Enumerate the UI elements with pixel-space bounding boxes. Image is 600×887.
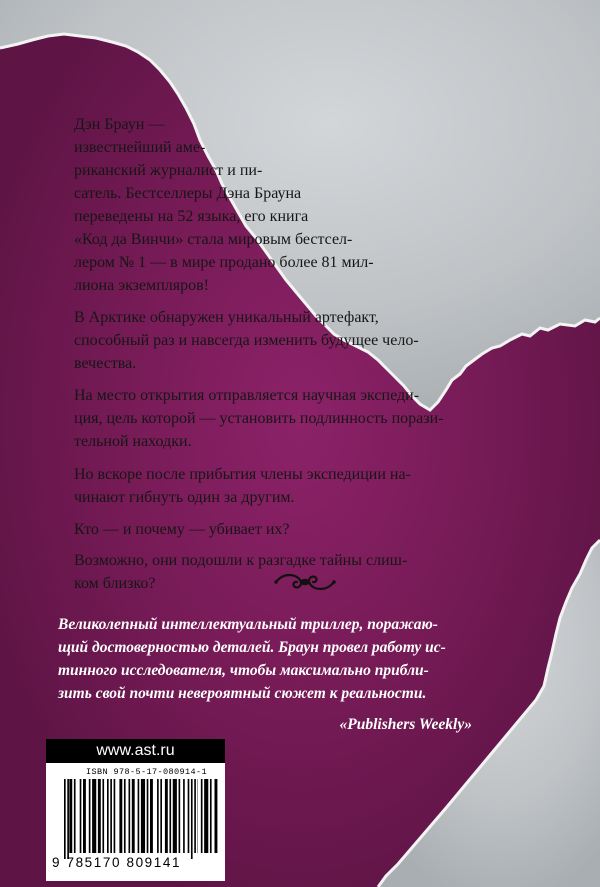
barcode-bar	[119, 779, 122, 853]
review-quote	[58, 613, 558, 705]
barcode-bar	[165, 779, 168, 853]
barcode-bar	[89, 779, 91, 853]
bio-line: лером № 1 — в мире продано более 81 мил-	[74, 254, 374, 271]
barcode-bar	[210, 779, 212, 853]
barcode-bar	[157, 779, 159, 853]
barcode-bar	[129, 779, 131, 853]
barcode-bar	[194, 779, 196, 853]
synopsis-line: Возможно, они подошли к разгадке тайны слиш-	[74, 552, 408, 569]
barcode-bar	[110, 779, 112, 853]
scroll-ornament-icon	[270, 568, 340, 596]
barcode-bar	[160, 779, 162, 853]
bio-line: сатель. Бестселлеры Дэна Брауна	[74, 185, 302, 202]
bio-line: «Код да Винчи» стала мировым бестсел-	[74, 231, 353, 248]
bio-line: лиона экземпляров!	[74, 277, 209, 294]
barcode-bar	[67, 779, 69, 859]
barcode-bar	[83, 779, 86, 853]
bio-line: Дэн Браун —	[74, 116, 165, 133]
publisher-website: www.ast.ru	[46, 739, 225, 763]
barcode-bar	[64, 779, 66, 859]
bio-line: переведены на 52 языка, его книга	[74, 208, 309, 225]
review-line: Великолепный интеллектуальный триллер, поражаю-	[58, 616, 438, 633]
author-bio	[74, 113, 474, 297]
barcode-bar	[147, 779, 149, 853]
bio-line: риканский журналист и пи-	[74, 162, 263, 179]
synopsis-line: ком близко?	[74, 575, 156, 592]
synopsis-line: Но вскоре после прибытия члены экспедиции на-	[74, 466, 411, 483]
barcode-bar	[169, 779, 171, 853]
synopsis-line: чинают гибнуть один за другим.	[74, 489, 295, 506]
barcode-bar	[179, 779, 181, 853]
review-source: «Publishers Weekly»	[339, 716, 472, 733]
synopsis-line: Кто — и почему — убивает их?	[74, 521, 290, 538]
barcode-bar	[138, 779, 140, 853]
synopsis-paragraph	[74, 306, 534, 375]
barcode-bar	[107, 779, 109, 853]
barcode-bar	[150, 779, 153, 853]
barcode-bar	[74, 779, 76, 853]
synopsis-line: На место открытия отправляется научная экспеди-	[74, 387, 420, 404]
barcode	[60, 779, 220, 867]
barcode-box	[46, 763, 225, 881]
synopsis-line: вечества.	[74, 355, 137, 372]
synopsis-line: тельной находки.	[74, 433, 192, 450]
barcode-bar	[132, 779, 135, 853]
barcode-bar	[92, 779, 96, 853]
barcode-bar	[201, 779, 203, 853]
synopsis-paragraph	[74, 384, 534, 453]
barcode-bar	[114, 779, 116, 853]
barcode-bar	[215, 779, 218, 853]
review-line: тинного исследователя, чтобы максимально прибли-	[58, 662, 429, 679]
review-line: щий достоверностью деталей. Браун провел работу ис-	[58, 639, 446, 656]
barcode-bar	[188, 779, 190, 853]
barcode-bar	[183, 779, 185, 853]
bio-line: известнейший аме-	[74, 139, 206, 156]
barcode-bar	[80, 779, 82, 853]
review-line: зить свой почти невероятный сюжет к реальности.	[58, 685, 427, 702]
barcode-bar	[124, 779, 126, 853]
synopsis-paragraph	[74, 518, 534, 541]
barcode-bar	[98, 779, 101, 853]
isbn-label: ISBN 978-5-17-080914-1	[86, 767, 208, 777]
synopsis-line: ция, цель которой — установить подлинность порази-	[74, 410, 444, 427]
barcode-bar	[102, 779, 104, 853]
synopsis-line: способный раз и навсегда изменить будущее чело-	[74, 332, 419, 349]
synopsis-paragraph	[74, 463, 534, 509]
barcode-bar	[191, 779, 193, 859]
synopsis-line: В Арктике обнаружен уникальный артефакт,	[74, 309, 379, 326]
barcode-bar	[173, 779, 177, 853]
barcode-bar	[69, 779, 72, 853]
barcode-digits: 9 785170 809141	[52, 855, 182, 870]
barcode-bar	[141, 779, 145, 853]
barcode-bar	[204, 779, 208, 853]
